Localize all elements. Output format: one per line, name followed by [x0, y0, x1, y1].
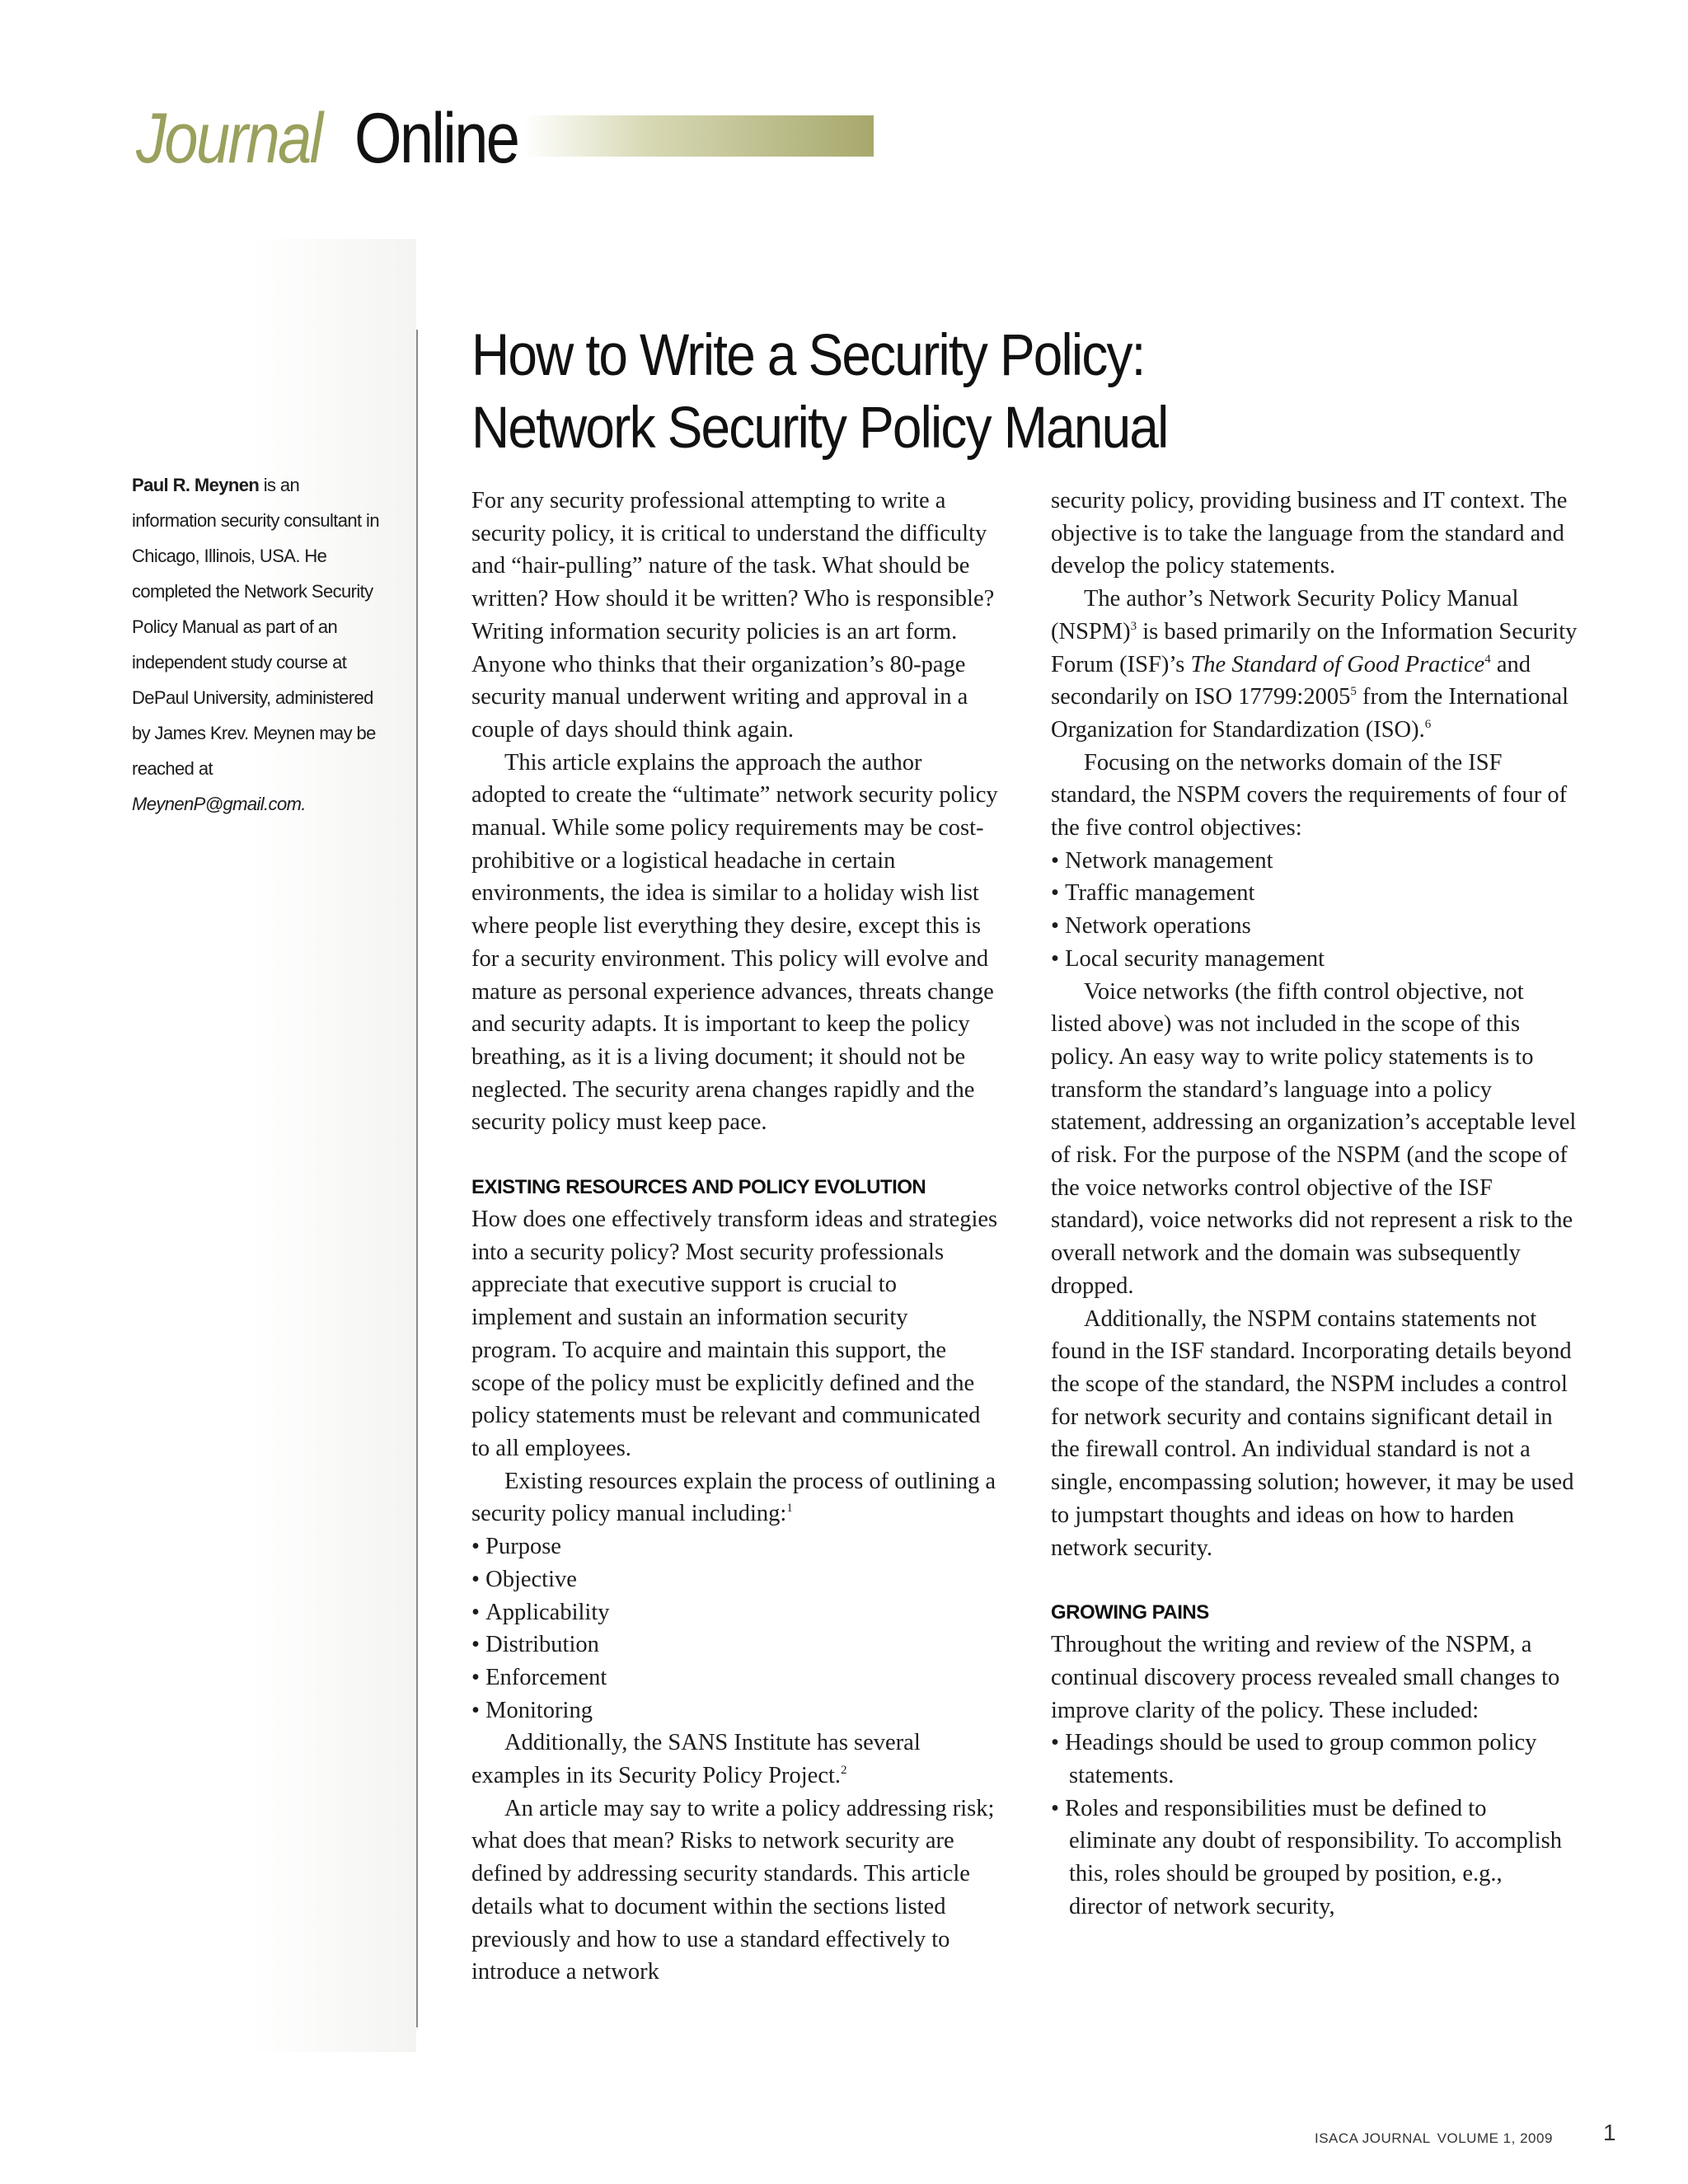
- paragraph-text: The author’s Network Security Policy Manual (NSPM): [1051, 586, 1519, 644]
- list-item: • Network management: [1051, 845, 1578, 878]
- volume-label: VOLUME 1, 2009: [1437, 2130, 1553, 2146]
- list-item: • Headings should be used to group common policy statements.: [1051, 1727, 1578, 1792]
- bullet-list: [1051, 845, 1578, 976]
- column-divider: [416, 330, 418, 2027]
- list-item: • Local security management: [1051, 943, 1578, 976]
- author-bio-text: is an information security consultant in Chicago, Illinois, USA. He completed the Network Security Policy Manual as part of an independent study course at DePaul University, administered by James Krev. Meynen may be reached at: [132, 475, 379, 779]
- bullet-list: [1051, 1727, 1578, 1923]
- paragraph-text: is based primarily on the Information Security Forum (ISF)’s: [1051, 618, 1578, 677]
- list-item: • Purpose: [471, 1530, 999, 1563]
- paragraph-text: and secondarily on ISO 17799:2005: [1051, 651, 1531, 710]
- paragraph: How does one effectively transform ideas and strategies into a security policy? Most security professionals appreciate that executive support is crucial to implement and sustain an information security program. To acquire and maintain this support, the scope of the policy must be explicitly defined and the policy statements must be relevant and communicated to all employees.: [471, 1207, 998, 1461]
- publication-name: ISACA JOURNAL: [1315, 2130, 1431, 2146]
- article-title-line-1: How to Write a Security Policy:: [471, 323, 1145, 388]
- left-text-column: [471, 485, 999, 1989]
- paragraph: [471, 1465, 999, 1530]
- paragraph-text: Additionally, the SANS Institute has several examples in its Security Policy Project.: [471, 1730, 921, 1789]
- author-email[interactable]: MeynenP@gmail.com.: [132, 794, 306, 814]
- paragraph: security policy, providing business and IT context. The objective is to take the language from the standard and develop the policy statements.: [1051, 488, 1568, 579]
- list-item: • Enforcement: [471, 1661, 999, 1694]
- paragraph: Throughout the writing and review of the NSPM, a continual discovery process revealed small changes to improve clarity of the policy. These included:: [1051, 1632, 1560, 1723]
- author-bio: [132, 467, 379, 822]
- paragraph-text: from the International Organization for Standardization (ISO).: [1051, 684, 1569, 743]
- page-footer: [1315, 2130, 1553, 2147]
- paragraph-text: Existing resources explain the process of outlining a security policy manual including:: [471, 1468, 996, 1527]
- footnote-ref: 5: [1350, 685, 1357, 699]
- article-title: [471, 320, 1543, 465]
- list-item: • Applicability: [471, 1596, 999, 1629]
- right-text-column: [1051, 485, 1578, 1924]
- paragraph: [1051, 583, 1578, 747]
- paragraph: Additionally, the NSPM contains statements not found in the ISF standard. Incorporating details beyond the scope of the standard, the NSPM includes a control for network security and contains significant detail in the firewall control. An individual standard is not a single, encompassing solution; however, it may be used to jumpstart thoughts and ideas on how to harden network security.: [1051, 1305, 1574, 1561]
- footnote-ref: 2: [841, 1764, 847, 1778]
- list-item: • Traffic management: [1051, 877, 1578, 910]
- bullet-list: [471, 1530, 999, 1727]
- section-heading: EXISTING RESOURCES AND POLICY EVOLUTION: [471, 1176, 926, 1199]
- list-item: • Objective: [471, 1563, 999, 1596]
- paragraph: An article may say to write a policy addressing risk; what does that mean? Risks to network security are defined by addressing security standards. This article details what to document within the sections listed previously and how to use a standard effectively to introduce a network: [471, 1795, 995, 1985]
- footnote-ref: 3: [1130, 619, 1137, 633]
- masthead-online-text: Online: [354, 99, 518, 178]
- footnote-ref: 4: [1484, 652, 1491, 666]
- list-item: • Monitoring: [471, 1694, 999, 1727]
- masthead-journal-text: Journal: [136, 99, 321, 178]
- paragraph: For any security professional attempting to write a security policy, it is critical to understand the difficulty and “hair-pulling” nature of the task. What should be written? How should it be written? Who is responsible? Writing information security policies is an art form. Anyone who thinks that their organization’s 80-page security manual underwent writing and approval in a couple of days should think again.: [471, 488, 995, 743]
- standard-title: The Standard of Good Practice: [1190, 651, 1485, 677]
- paragraph: [471, 1727, 999, 1792]
- page-number: 1: [1603, 2120, 1616, 2145]
- paragraph: This article explains the approach the author adopted to create the “ultimate” network security policy manual. While some policy requirements may be cost-prohibitive or a logistical headache in certain environments, the idea is similar to a holiday wish list where people list everything they desire, except this is for a security environment. This policy will evolve and mature as personal experience advances, threats change and security adapts. It is important to keep the policy breathing, as it is a living document; it should not be neglected. The security arena changes rapidly and the security policy must keep pace.: [471, 749, 998, 1136]
- article-title-line-2: Network Security Policy Manual: [471, 396, 1168, 461]
- author-name: Paul R. Meynen: [132, 475, 260, 495]
- paragraph: Voice networks (the fifth control objective, not listed above) was not included in the scope of this policy. An easy way to write policy statements is to transform the standard’s language into a policy statement, addressing an organization’s acceptable level of risk. For the purpose of the NSPM (and the scope of the voice networks control objective of the ISF standard), voice networks did not represent a risk to the overall network and the domain was subsequently dropped.: [1051, 978, 1577, 1299]
- list-item: • Roles and responsibilities must be defined to eliminate any doubt of responsibility. To accomplish this, roles should be grouped by position, e.g., director of network security,: [1051, 1793, 1578, 1924]
- footnote-ref: 1: [786, 1502, 793, 1516]
- masthead-accent-bar: [523, 115, 874, 157]
- footnote-ref: 6: [1424, 717, 1432, 731]
- journal-online-masthead: [136, 97, 746, 180]
- section-heading: GROWING PAINS: [1051, 1601, 1209, 1624]
- list-item: • Distribution: [471, 1629, 999, 1661]
- paragraph: Focusing on the networks domain of the ISF standard, the NSPM covers the requirements of four of the five control objectives:: [1051, 749, 1568, 841]
- list-item: • Network operations: [1051, 910, 1578, 943]
